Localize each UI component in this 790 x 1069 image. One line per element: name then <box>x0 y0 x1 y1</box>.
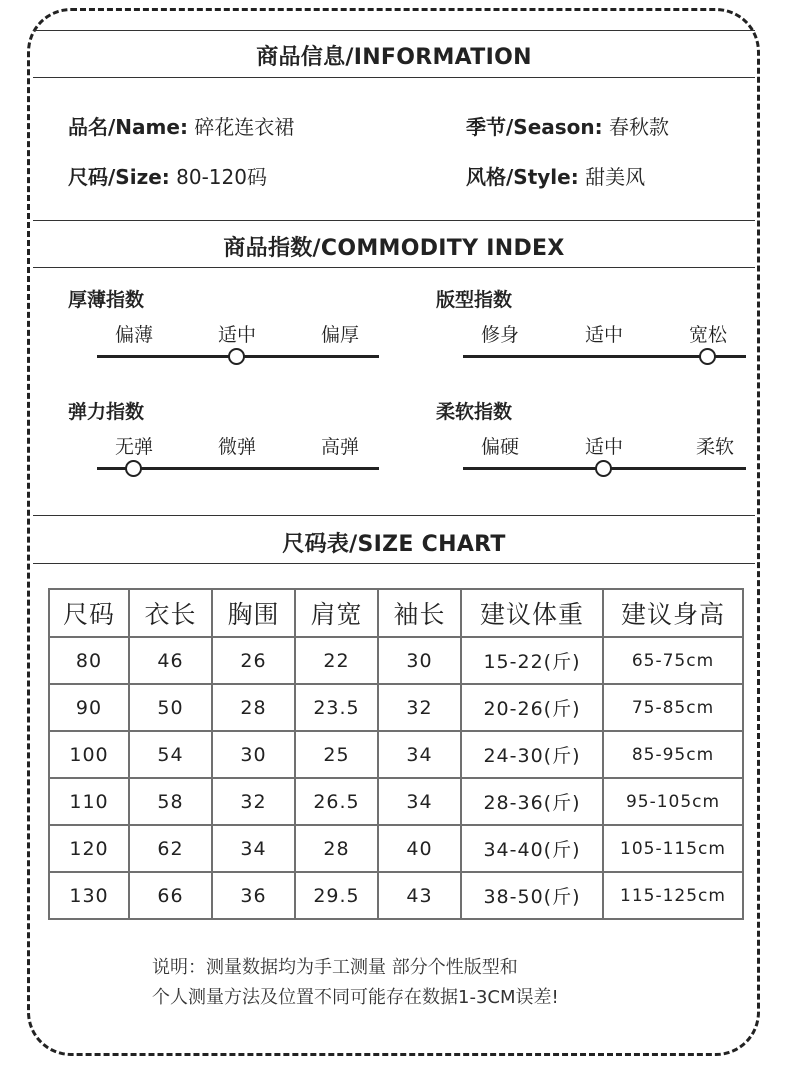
season-label: 季节/Season: <box>466 115 603 139</box>
note-line-1: 说明：测量数据均为手工测量 部分个性版型和 <box>152 957 518 978</box>
table-cell: 28-36(斤) <box>461 778 603 825</box>
table-cell: 20-26(斤) <box>461 684 603 731</box>
size-chart-title: 尺码表/SIZE CHART <box>282 532 506 557</box>
table-cell: 32 <box>378 684 461 731</box>
table-header-row <box>49 589 743 637</box>
season-value: 春秋款 <box>609 115 670 139</box>
table-cell: 58 <box>129 778 212 825</box>
table-cell: 34-40(斤) <box>461 825 603 872</box>
table-cell: 26.5 <box>295 778 378 825</box>
index-option: 高弹 <box>320 436 359 458</box>
table-cell: 120 <box>49 825 129 872</box>
size-chart-table <box>48 588 744 920</box>
size-field <box>68 161 267 190</box>
index-title: 商品指数/COMMODITY INDEX <box>223 236 565 261</box>
index-option: 偏厚 <box>320 324 359 346</box>
table-cell: 30 <box>378 637 461 684</box>
divider <box>33 77 755 78</box>
table-cell: 110 <box>49 778 129 825</box>
table-cell: 28 <box>295 825 378 872</box>
table-cell: 95-105cm <box>603 778 743 825</box>
name-label: 品名/Name: <box>68 115 188 139</box>
table-cell: 65-75cm <box>603 637 743 684</box>
divider <box>33 30 755 31</box>
season-field <box>466 111 669 140</box>
table-cell: 32 <box>212 778 295 825</box>
index-option: 适中 <box>584 324 623 346</box>
header-cell: 尺码 <box>49 589 129 637</box>
table-cell: 34 <box>378 731 461 778</box>
table-cell: 29.5 <box>295 872 378 919</box>
index-title-label: 版型指数 <box>436 289 513 311</box>
style-value: 甜美风 <box>585 165 646 189</box>
header-cell: 建议体重 <box>461 589 603 637</box>
table-cell: 38-50(斤) <box>461 872 603 919</box>
table-cell: 62 <box>129 825 212 872</box>
table-cell: 54 <box>129 731 212 778</box>
index-marker <box>699 348 716 365</box>
table-cell: 46 <box>129 637 212 684</box>
style-field <box>466 161 645 190</box>
table-cell: 30 <box>212 731 295 778</box>
index-title-label: 厚薄指数 <box>68 289 145 311</box>
index-title-label: 弹力指数 <box>68 401 145 423</box>
table-cell: 115-125cm <box>603 872 743 919</box>
table-cell: 34 <box>212 825 295 872</box>
table-cell: 130 <box>49 872 129 919</box>
table-row <box>49 778 743 825</box>
table-cell: 22 <box>295 637 378 684</box>
table-cell: 15-22(斤) <box>461 637 603 684</box>
table-cell: 75-85cm <box>603 684 743 731</box>
header-cell: 衣长 <box>129 589 212 637</box>
header-cell: 建议身高 <box>603 589 743 637</box>
header-cell: 胸围 <box>212 589 295 637</box>
header-cell: 肩宽 <box>295 589 378 637</box>
table-cell: 25 <box>295 731 378 778</box>
index-option: 偏硬 <box>480 436 519 458</box>
index-option: 偏薄 <box>114 324 153 346</box>
table-row <box>49 731 743 778</box>
size-value: 80-120码 <box>176 165 267 189</box>
table-row <box>49 637 743 684</box>
table-cell: 100 <box>49 731 129 778</box>
style-label: 风格/Style: <box>466 165 579 189</box>
index-option: 适中 <box>584 436 623 458</box>
table-cell: 34 <box>378 778 461 825</box>
index-option: 宽松 <box>688 324 727 346</box>
divider <box>33 515 755 516</box>
table-cell: 26 <box>212 637 295 684</box>
table-cell: 40 <box>378 825 461 872</box>
table-row <box>49 872 743 919</box>
table-cell: 24-30(斤) <box>461 731 603 778</box>
table-cell: 66 <box>129 872 212 919</box>
size-label: 尺码/Size: <box>68 165 170 189</box>
index-option: 适中 <box>217 324 256 346</box>
name-field <box>68 111 294 140</box>
divider <box>33 563 755 564</box>
table-cell: 85-95cm <box>603 731 743 778</box>
table-row <box>49 825 743 872</box>
table-cell: 50 <box>129 684 212 731</box>
table-cell: 23.5 <box>295 684 378 731</box>
index-marker <box>125 460 142 477</box>
table-cell: 43 <box>378 872 461 919</box>
index-title-label: 柔软指数 <box>436 401 513 423</box>
divider <box>33 220 755 221</box>
divider <box>33 267 755 268</box>
index-marker <box>228 348 245 365</box>
table-row <box>49 684 743 731</box>
note-line-2: 个人测量方法及位置不同可能存在数据1-3CM误差! <box>152 987 559 1008</box>
header-cell: 袖长 <box>378 589 461 637</box>
index-option: 微弹 <box>217 436 256 458</box>
table-cell: 36 <box>212 872 295 919</box>
table-cell: 28 <box>212 684 295 731</box>
table-cell: 105-115cm <box>603 825 743 872</box>
table-cell: 90 <box>49 684 129 731</box>
info-title: 商品信息/INFORMATION <box>256 45 532 70</box>
index-option: 无弹 <box>114 436 153 458</box>
index-option: 修身 <box>480 324 519 346</box>
index-option: 柔软 <box>695 436 734 458</box>
name-value: 碎花连衣裙 <box>194 115 295 139</box>
index-marker <box>595 460 612 477</box>
table-cell: 80 <box>49 637 129 684</box>
